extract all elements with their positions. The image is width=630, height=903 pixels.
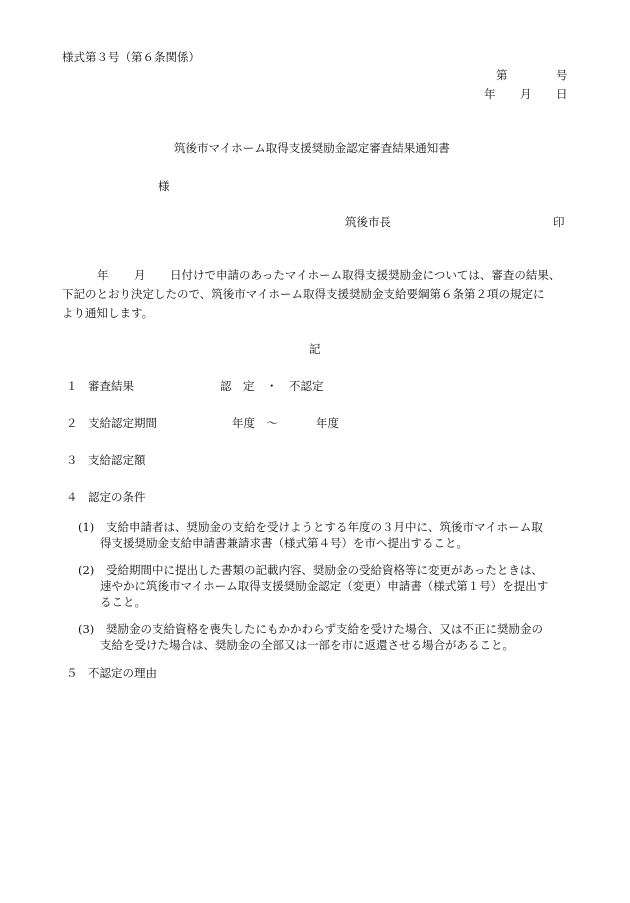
item1-label: 審査結果 bbox=[88, 379, 134, 393]
item2-label: 支給認定期間 bbox=[88, 416, 157, 430]
condition-2-line-2: 速やかに筑後市マイホーム取得支援奨励金認定（変更）申請書（様式第１号）を提出す bbox=[100, 579, 549, 593]
item4-number: ４ bbox=[66, 490, 78, 504]
item3-label: 支給認定額 bbox=[88, 453, 146, 467]
condition-2-line-3: ること。 bbox=[100, 595, 146, 609]
seal-mark: 印 bbox=[553, 215, 565, 229]
condition-3-number: (3) bbox=[78, 622, 95, 636]
condition-1-line-2: 得支援奨励金支給申請書兼請求書（様式第４号）を市へ提出すること。 bbox=[100, 536, 468, 550]
item3-number: ３ bbox=[66, 453, 78, 467]
issuer-name: 筑後市長 bbox=[345, 215, 391, 229]
page-title: 筑後市マイホーム取得支援奨励金認定審査結果通知書 bbox=[174, 141, 450, 155]
form-label: 様式第３号（第６条関係） bbox=[62, 50, 200, 64]
body-month: 月 bbox=[134, 268, 146, 282]
condition-2-number: (2) bbox=[78, 563, 95, 577]
body-line-1: 日付けで申請のあったマイホーム取得支援奨励金については、審査の結果、 bbox=[170, 268, 561, 282]
condition-1-line-1: 支給申請者は、奨励金の支給を受けようとする年度の３月中に、筑後市マイホーム取 bbox=[106, 520, 543, 534]
number-prefix: 第 bbox=[496, 68, 508, 82]
condition-1-number: (1) bbox=[78, 520, 95, 534]
number-suffix: 号 bbox=[556, 68, 568, 82]
item5-label: 不認定の理由 bbox=[88, 666, 157, 680]
body-line-2: 下記のとおり決定したので、筑後市マイホーム取得支援奨励金支給要綱第６条第２項の規定に bbox=[62, 287, 545, 301]
item1-value: 認 定 ・ 不認定 bbox=[220, 379, 324, 393]
item2-number: ２ bbox=[66, 416, 78, 430]
date-year: 年 bbox=[484, 87, 496, 101]
recipient-suffix: 様 bbox=[158, 179, 170, 193]
item5-number: ５ bbox=[66, 666, 78, 680]
body-line-3: より通知します。 bbox=[62, 306, 154, 320]
item4-label: 認定の条件 bbox=[88, 490, 146, 504]
ki-mark: 記 bbox=[309, 342, 321, 356]
item1-number: １ bbox=[66, 379, 78, 393]
condition-2-line-1: 受給期間中に提出した書類の記載内容、奨励金の受給資格等に変更があったときは、 bbox=[106, 563, 543, 577]
item2-to: 年度 bbox=[316, 416, 339, 430]
condition-3-line-1: 奨励金の支給資格を喪失したにもかかわらず支給を受けた場合、又は不正に奨励金の bbox=[106, 622, 543, 636]
condition-3-line-2: 支給を受けた場合は、奨励金の全部又は一部を市に返還させる場合があること。 bbox=[100, 638, 514, 652]
item2-from: 年度 ～ bbox=[232, 416, 278, 430]
body-year: 年 bbox=[97, 268, 109, 282]
date-month: 月 bbox=[520, 87, 532, 101]
date-day: 日 bbox=[556, 87, 568, 101]
